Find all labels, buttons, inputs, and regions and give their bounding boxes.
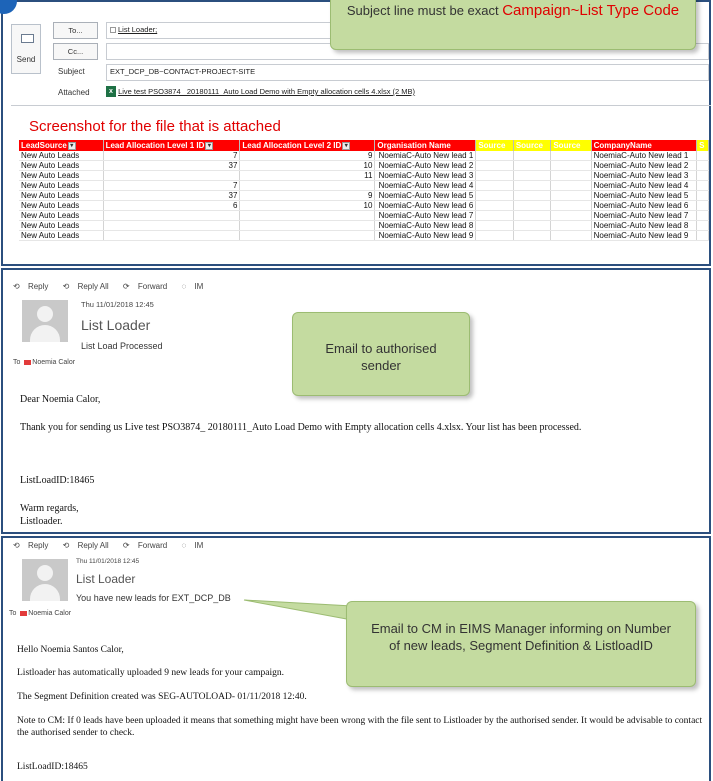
col-header-companyname[interactable]: CompanyName — [591, 140, 696, 151]
sender-avatar — [22, 559, 68, 601]
table-cell[interactable] — [551, 171, 591, 181]
attachment-name[interactable]: Live test PSO3874_ 20180111_Auto Load Demo with Empty allocation cells 4.xlsx (2 MB) — [118, 87, 416, 96]
table-cell[interactable] — [551, 191, 591, 201]
table-cell[interactable]: NoemiaC-Auto New lead 1 — [375, 151, 476, 161]
table-cell[interactable]: NoemiaC-Auto New lead 4 — [375, 181, 476, 191]
authorised-sender-callout — [292, 312, 470, 396]
forward-button[interactable]: ⟳ Forward — [122, 541, 168, 550]
email1-sender: List Loader — [81, 317, 151, 333]
table-cell[interactable] — [103, 231, 240, 241]
email2-to-line — [9, 610, 71, 617]
table-cell[interactable] — [513, 211, 551, 221]
table-cell[interactable] — [476, 201, 514, 211]
sheet-caption: Screenshot for the file that is attached — [29, 118, 281, 135]
email2-date: Thu 11/01/2018 12:45 — [76, 558, 140, 565]
table-cell[interactable] — [240, 181, 375, 191]
table-row — [19, 211, 709, 221]
table-cell[interactable]: 11 — [240, 171, 375, 181]
table-cell[interactable] — [697, 151, 709, 161]
im-button[interactable]: ◌ IM — [181, 541, 204, 550]
email1-to-line — [13, 359, 75, 366]
table-cell[interactable] — [240, 221, 375, 231]
reply-icon: ⟲ — [13, 282, 20, 291]
send-button-label: Send — [16, 55, 36, 64]
subject-callout-highlight: Campaign~List Type Code — [502, 2, 680, 19]
col-header-allocation-1[interactable]: Lead Allocation Level 1 ID ▾ — [103, 140, 240, 151]
to-field[interactable] — [106, 22, 356, 39]
table-cell[interactable] — [551, 231, 591, 241]
col-header-source-3[interactable]: Source — [551, 140, 591, 151]
table-cell[interactable]: New Auto Leads — [19, 171, 103, 181]
recipient-icon — [110, 27, 116, 33]
email2-line1: Listloader has automatically uploaded 9 new leads for your campaign. — [17, 668, 284, 678]
contact-icon — [24, 360, 31, 365]
table-cell[interactable] — [551, 161, 591, 171]
subject-label: Subject — [58, 67, 85, 76]
table-cell[interactable] — [697, 181, 709, 191]
table-cell[interactable] — [476, 181, 514, 191]
table-cell[interactable] — [513, 151, 551, 161]
email2-listload-id: ListLoadID:18465 — [17, 762, 88, 772]
forward-icon: ⟳ — [122, 541, 130, 550]
email1-signature: Listloader. — [20, 516, 63, 527]
to-recipient[interactable]: Noemia Calor — [32, 359, 76, 366]
table-cell[interactable] — [551, 201, 591, 211]
table-cell[interactable]: NoemiaC-Auto New lead 6 — [375, 201, 476, 211]
email2-note: Note to CM: If 0 leads have been uploaded it means that something might have been wrong with the file sent to Listloader by the authorised sender. It would be advisable to contact the authorised sender to check. — [17, 716, 703, 738]
table-cell[interactable] — [103, 221, 240, 231]
subject-callout-text: Subject line must be exact — [346, 3, 503, 18]
to-recipient[interactable]: Noemia Calor — [28, 610, 72, 617]
table-cell[interactable]: New Auto Leads — [19, 191, 103, 201]
table-cell[interactable]: 9 — [240, 191, 375, 201]
filter-dropdown-icon[interactable]: ▾ — [68, 142, 76, 150]
table-cell[interactable] — [551, 151, 591, 161]
table-cell[interactable]: 10 — [240, 201, 375, 211]
table-cell[interactable] — [513, 191, 551, 201]
filter-dropdown-icon[interactable]: ▾ — [342, 142, 350, 150]
table-cell[interactable]: NoemiaC-Auto New lead 9 — [375, 231, 476, 241]
email1-greeting: Dear Noemia Calor, — [20, 394, 101, 405]
table-cell[interactable] — [513, 231, 551, 241]
app-logo-fragment — [0, 0, 17, 14]
table-cell[interactable]: NoemiaC-Auto New lead 2 — [591, 161, 696, 171]
table-cell[interactable]: New Auto Leads — [19, 181, 103, 191]
email2-line2: The Segment Definition created was SEG-AUTOLOAD- 01/11/2018 12:40. — [17, 692, 307, 702]
filter-dropdown-icon[interactable]: ▾ — [205, 142, 213, 150]
table-cell[interactable] — [240, 231, 375, 241]
reply-all-button[interactable]: ⟲ Reply All — [62, 282, 109, 291]
table-cell[interactable]: 7 — [103, 181, 240, 191]
table-cell[interactable]: New Auto Leads — [19, 151, 103, 161]
table-cell[interactable] — [697, 211, 709, 221]
table-cell[interactable] — [513, 221, 551, 231]
table-cell[interactable] — [697, 171, 709, 181]
reply-icon: ⟲ — [13, 541, 20, 550]
table-cell[interactable]: NoemiaC-Auto New lead 2 — [375, 161, 476, 171]
email-processed-panel — [1, 268, 711, 534]
table-row — [19, 171, 709, 181]
send-icon — [21, 34, 34, 43]
table-cell[interactable] — [103, 211, 240, 221]
email2-subject: You have new leads for EXT_DCP_DB — [76, 593, 231, 603]
im-icon: ◌ — [181, 282, 187, 291]
table-cell[interactable] — [551, 181, 591, 191]
email1-subject: List Load Processed — [81, 341, 163, 351]
table-cell[interactable]: NoemiaC-Auto New lead 8 — [375, 221, 476, 231]
table-cell[interactable] — [697, 201, 709, 211]
email2-actions — [13, 541, 215, 550]
table-row — [19, 221, 709, 231]
table-cell[interactable]: New Auto Leads — [19, 161, 103, 171]
table-cell[interactable]: NoemiaC-Auto New lead 3 — [591, 171, 696, 181]
table-cell[interactable]: 9 — [240, 151, 375, 161]
table-cell[interactable]: New Auto Leads — [19, 231, 103, 241]
table-cell[interactable]: 37 — [103, 191, 240, 201]
excel-file-icon: x — [106, 86, 116, 97]
table-row — [19, 191, 709, 201]
table-row — [19, 201, 709, 211]
table-cell[interactable] — [103, 171, 240, 181]
email1-regards: Warm regards, — [20, 503, 79, 514]
reply-button[interactable]: ⟲ Reply — [13, 282, 49, 291]
subject-callout — [330, 0, 696, 50]
table-cell[interactable] — [551, 221, 591, 231]
table-cell[interactable]: New Auto Leads — [19, 211, 103, 221]
cc-button[interactable]: Cc... — [53, 43, 98, 60]
col-header-leadsource[interactable]: LeadSource ▾ — [19, 140, 103, 151]
email1-date: Thu 11/01/2018 12:45 — [81, 300, 154, 309]
email1-listload-id: ListLoadID:18465 — [20, 475, 95, 486]
table-cell[interactable] — [697, 161, 709, 171]
table-cell[interactable]: NoemiaC-Auto New lead 7 — [591, 211, 696, 221]
to-button[interactable]: To... — [53, 22, 98, 39]
sender-avatar — [22, 300, 68, 342]
subject-field[interactable]: EXT_DCP_DB~CONTACT-PROJECT-SITE — [106, 64, 709, 81]
table-cell[interactable]: NoemiaC-Auto New lead 4 — [591, 181, 696, 191]
compose-body-divider — [11, 105, 711, 106]
email2-sender: List Loader — [76, 572, 136, 586]
to-label: To — [13, 359, 21, 366]
email1-body: Thank you for sending us Live test PSO3874_ 20180111_Auto Load Demo with Empty allocation cells 4.xlsx. Your list has been processed. — [20, 422, 582, 433]
im-button[interactable]: ◌ IM — [181, 282, 204, 291]
to-label: To — [9, 610, 17, 617]
im-icon: ◌ — [181, 541, 187, 550]
table-cell[interactable] — [697, 221, 709, 231]
table-cell[interactable]: NoemiaC-Auto New lead 1 — [591, 151, 696, 161]
table-cell[interactable] — [551, 211, 591, 221]
cm-callout-text: Email to CM in EIMS Manager informing on Number of new leads, Segment Definition & ListloadID — [371, 621, 671, 653]
table-cell[interactable]: NoemiaC-Auto New lead 9 — [591, 231, 696, 241]
email1-actions — [13, 282, 215, 291]
table-cell[interactable] — [513, 201, 551, 211]
reply-all-icon: ⟲ — [62, 541, 70, 550]
table-cell[interactable] — [697, 231, 709, 241]
forward-button[interactable]: ⟳ Forward — [122, 282, 168, 291]
table-cell[interactable] — [476, 211, 514, 221]
col-header-source-2[interactable]: Source — [513, 140, 551, 151]
attached-label: Attached — [58, 88, 90, 97]
table-cell[interactable]: NoemiaC-Auto New lead 5 — [591, 191, 696, 201]
reply-all-button[interactable]: ⟲ Reply All — [62, 541, 109, 550]
table-cell[interactable]: 6 — [103, 201, 240, 211]
col-header-source-1[interactable]: Source — [476, 140, 514, 151]
table-cell[interactable]: 10 — [240, 161, 375, 171]
send-button[interactable] — [11, 24, 41, 74]
table-cell[interactable]: NoemiaC-Auto New lead 3 — [375, 171, 476, 181]
table-cell[interactable] — [697, 191, 709, 201]
table-cell[interactable] — [476, 231, 514, 241]
table-cell[interactable] — [476, 191, 514, 201]
table-row — [19, 181, 709, 191]
contact-icon — [20, 611, 27, 616]
col-header-allocation-2[interactable]: Lead Allocation Level 2 ID ▾ — [240, 140, 375, 151]
email2-greeting: Hello Noemia Santos Calor, — [17, 645, 124, 655]
table-cell[interactable]: New Auto Leads — [19, 221, 103, 231]
table-row — [19, 151, 709, 161]
table-row — [19, 161, 709, 171]
table-cell[interactable] — [513, 161, 551, 171]
table-cell[interactable]: New Auto Leads — [19, 201, 103, 211]
attachment-item[interactable] — [106, 86, 415, 97]
table-cell[interactable] — [476, 171, 514, 181]
to-recipient[interactable]: List Loader; — [118, 25, 158, 34]
table-cell[interactable]: NoemiaC-Auto New lead 7 — [375, 211, 476, 221]
table-cell[interactable] — [513, 171, 551, 181]
table-cell[interactable] — [240, 211, 375, 221]
table-cell[interactable]: NoemiaC-Auto New lead 6 — [591, 201, 696, 211]
col-header-s[interactable]: S — [697, 140, 709, 151]
table-cell[interactable] — [476, 161, 514, 171]
cm-callout — [346, 601, 696, 687]
table-cell[interactable] — [513, 181, 551, 191]
table-row — [19, 231, 709, 241]
forward-icon: ⟳ — [122, 282, 130, 291]
authorised-callout-text: Email to authorised sender — [325, 341, 437, 373]
reply-all-icon: ⟲ — [62, 282, 70, 291]
table-cell[interactable]: 37 — [103, 161, 240, 171]
table-cell[interactable]: NoemiaC-Auto New lead 8 — [591, 221, 696, 231]
col-header-organisation[interactable]: Organisation Name — [375, 140, 476, 151]
spreadsheet-preview — [19, 140, 709, 241]
table-cell[interactable]: NoemiaC-Auto New lead 5 — [375, 191, 476, 201]
table-cell[interactable] — [476, 221, 514, 231]
table-cell[interactable] — [476, 151, 514, 161]
table-cell[interactable]: 7 — [103, 151, 240, 161]
reply-button[interactable]: ⟲ Reply — [13, 541, 49, 550]
